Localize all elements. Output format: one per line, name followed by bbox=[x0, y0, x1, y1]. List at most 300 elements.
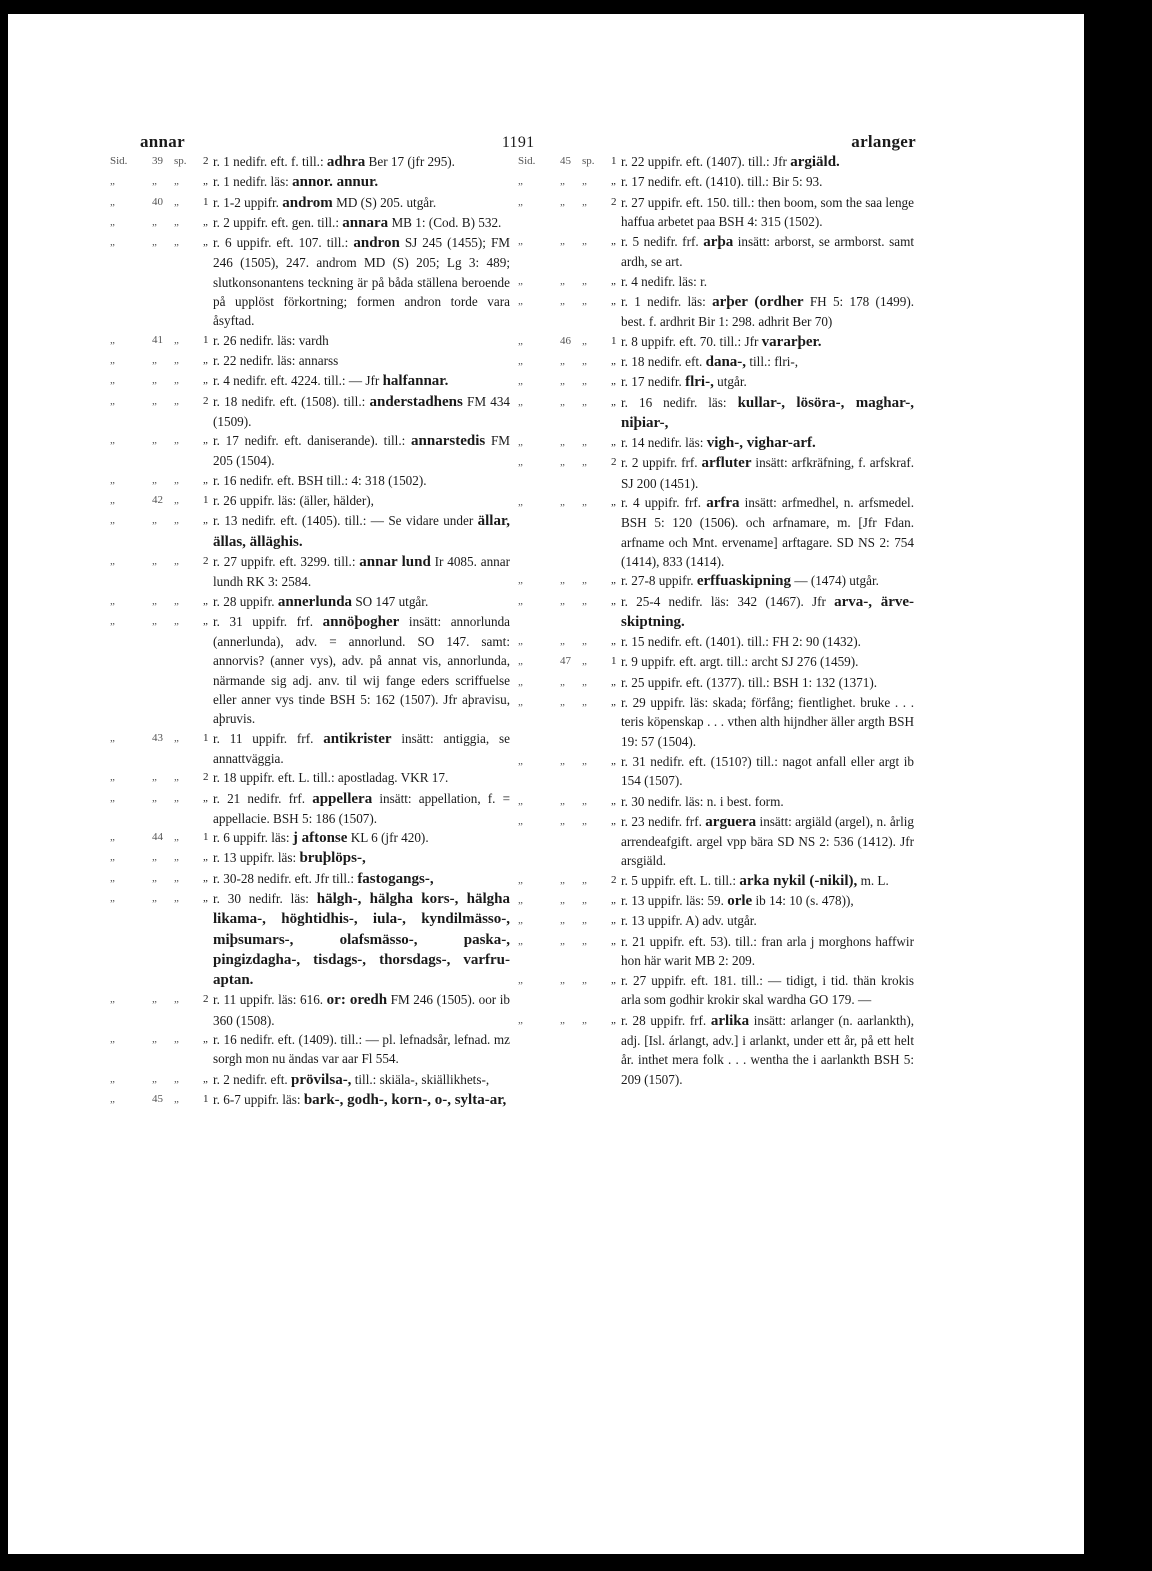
entry-headword: j aftonse bbox=[292, 830, 348, 847]
ref-column: „ bbox=[611, 235, 616, 248]
entry-text bbox=[621, 1011, 914, 1089]
entry-reference bbox=[518, 652, 621, 672]
ref-column: „ bbox=[203, 434, 208, 447]
correction-entry bbox=[518, 891, 914, 911]
ref-sp: „ bbox=[582, 934, 587, 947]
ref-column: „ bbox=[611, 274, 616, 287]
ref-sid: „ bbox=[518, 893, 523, 906]
ref-column: „ bbox=[203, 215, 208, 228]
entry-text bbox=[621, 693, 914, 752]
entry-instruction: r. 31 nedifr. eft. (1510?) till.: nagot anfall eller argt ib 154 (1507). bbox=[621, 753, 914, 789]
ref-page: „ bbox=[152, 236, 157, 249]
entry-instruction: r. 11 uppifr. läs: 616. bbox=[213, 992, 324, 1008]
entry-headword: arþa bbox=[703, 234, 734, 251]
entry-headword: arva-, ärve-skiptning. bbox=[621, 593, 915, 630]
entry-instruction: r. 28 uppifr. frf. bbox=[621, 1012, 707, 1028]
ref-sid: „ bbox=[518, 594, 523, 607]
entry-headword: argiäld. bbox=[790, 154, 840, 170]
ref-sp: „ bbox=[174, 1092, 179, 1105]
ref-page: „ bbox=[152, 353, 157, 366]
entry-instruction: r. 28 uppifr. bbox=[213, 593, 275, 609]
entry-headword: hälgh-, hälgha kors-, hälgha likama-, höghtidhis-, iula-, kyndilmässo-, miþsumars-, olafsmässo-, paska-, pingizdagha-, tisdags-, thorsdags-, varfru-aptan. bbox=[213, 890, 510, 989]
correction-entry bbox=[518, 693, 914, 752]
ref-sid: „ bbox=[518, 974, 523, 987]
entry-headword: flri-, bbox=[685, 374, 714, 391]
correction-entry bbox=[518, 812, 914, 871]
correction-entry bbox=[110, 1070, 510, 1090]
entry-reference bbox=[518, 911, 621, 931]
entry-reference bbox=[518, 932, 621, 972]
entry-text bbox=[213, 789, 510, 829]
ref-column: 2 bbox=[203, 155, 209, 167]
ref-sid: „ bbox=[110, 175, 115, 188]
ref-page: 41 bbox=[152, 333, 163, 346]
ref-sp: „ bbox=[582, 274, 587, 287]
right-column bbox=[518, 152, 914, 1089]
entry-headword: annor. annur. bbox=[292, 174, 379, 191]
correction-entry bbox=[518, 652, 914, 672]
entry-instruction: r. 29 uppifr. läs: skada; förfång; fientlighet. bruke . . . teris köpenskap . . . vthen alth hijndher äller argth BSH 19: 57 (1504). bbox=[621, 695, 914, 749]
entry-instruction: r. 2 uppifr. frf. bbox=[621, 455, 698, 471]
entry-reference bbox=[110, 511, 213, 552]
ref-sp: „ bbox=[582, 893, 587, 906]
ref-sid: „ bbox=[518, 456, 523, 469]
ref-page: „ bbox=[560, 235, 565, 248]
correction-entry bbox=[110, 889, 510, 990]
entry-text bbox=[213, 511, 510, 552]
ref-sp: „ bbox=[582, 195, 587, 208]
ref-sp: „ bbox=[582, 974, 587, 987]
ref-column: 1 bbox=[611, 155, 617, 167]
entry-rest: insätt: arfkräfning, f. arfskraf. SJ 200 (1451). bbox=[621, 455, 915, 491]
entry-reference bbox=[518, 971, 621, 1011]
correction-entry bbox=[110, 612, 510, 729]
entry-rest: MD (S) 205. utgår. bbox=[336, 194, 437, 210]
ref-column: „ bbox=[203, 473, 208, 486]
ref-sp: „ bbox=[174, 871, 179, 884]
ref-sid: „ bbox=[110, 554, 115, 567]
ref-sp: „ bbox=[582, 574, 587, 587]
entry-text bbox=[621, 792, 914, 812]
ref-column: „ bbox=[611, 934, 616, 947]
entry-headword: arfra bbox=[706, 495, 740, 512]
entry-text bbox=[621, 232, 914, 272]
ref-page: 40 bbox=[152, 195, 163, 208]
entry-instruction: r. 4 nedifr. läs: r. bbox=[621, 273, 708, 289]
entry-rest: insätt: arlanger (n. aarlankth), adj. [Isl. árlangt, adv.] i arlankt, under ett år, på ett helt år. inthet mera folk . . . wentha the i aarlankth BSH 5: 209 (1507). bbox=[621, 1012, 915, 1087]
ref-sp: „ bbox=[174, 175, 179, 188]
entry-instruction: r. 13 uppifr. A) adv. utgår. bbox=[621, 913, 757, 929]
ref-column: 2 bbox=[611, 456, 617, 469]
entry-reference bbox=[518, 632, 621, 652]
ref-sid: „ bbox=[518, 574, 523, 587]
ref-page: „ bbox=[560, 274, 565, 287]
entry-rest: Ir 4085. annar lundh RK 3: 2584. bbox=[213, 553, 510, 590]
correction-entry bbox=[110, 511, 510, 552]
ref-sp: „ bbox=[174, 771, 179, 784]
entry-headword: orle bbox=[727, 892, 753, 909]
entry-rest: FM 246 (1505). oor ib 360 (1508). bbox=[213, 992, 510, 1028]
ref-sid: „ bbox=[110, 215, 115, 228]
entry-reference bbox=[110, 213, 213, 233]
entry-reference bbox=[518, 453, 621, 493]
entry-instruction: r. 26 nedifr. läs: vardh bbox=[213, 332, 329, 348]
entry-rest: insätt: arfmedhel, n. arfsmedel. BSH 5: 120 (1506). och arfnamare, m. [Jfr Fdan. arfname och Mnt. ervename] arftagare. SD NS 2: 754 (1414), 833 (1414). bbox=[621, 495, 915, 569]
entry-reference bbox=[518, 792, 621, 812]
entry-headword: anderstadhens bbox=[369, 393, 463, 410]
entry-instruction: r. 16 nedifr. läs: bbox=[621, 394, 727, 410]
entry-instruction: r. 1 nedifr. läs: bbox=[213, 174, 289, 190]
ref-sp: „ bbox=[174, 473, 179, 486]
ref-column: „ bbox=[611, 496, 616, 509]
ref-page: „ bbox=[152, 175, 157, 188]
entry-text bbox=[621, 652, 914, 672]
correction-entry bbox=[110, 1030, 510, 1070]
entry-reference bbox=[110, 233, 213, 330]
ref-column: „ bbox=[611, 675, 616, 688]
entry-instruction: r. 17 nedifr. bbox=[621, 374, 682, 390]
entry-headword: arlika bbox=[710, 1012, 750, 1029]
correction-entry bbox=[518, 272, 914, 292]
ref-sid: „ bbox=[518, 274, 523, 287]
entry-reference bbox=[518, 272, 621, 292]
correction-entry bbox=[110, 233, 510, 330]
correction-entry bbox=[518, 932, 914, 972]
ref-page: 42 bbox=[152, 494, 163, 507]
ref-sp: „ bbox=[582, 496, 587, 509]
ref-column: „ bbox=[611, 375, 616, 388]
correction-entry bbox=[518, 352, 914, 372]
entry-headword: annara bbox=[342, 214, 389, 231]
entry-text bbox=[213, 768, 510, 788]
ref-page: „ bbox=[560, 934, 565, 947]
ref-column: 1 bbox=[203, 195, 209, 208]
entry-headword: ällar, ällas, älläghis. bbox=[213, 513, 510, 550]
entry-instruction: r. 21 nedifr. frf. bbox=[213, 790, 306, 806]
correction-entry bbox=[518, 632, 914, 652]
ref-sp: „ bbox=[174, 791, 179, 804]
ref-page: „ bbox=[560, 375, 565, 388]
correction-entry bbox=[110, 351, 510, 371]
ref-sid: „ bbox=[518, 496, 523, 509]
ref-column: 2 bbox=[203, 771, 209, 784]
entry-instruction: r. 6 uppifr. läs: bbox=[213, 830, 290, 846]
entry-text bbox=[621, 433, 914, 453]
correction-entry bbox=[110, 552, 510, 592]
correction-entry bbox=[110, 471, 510, 491]
entry-reference bbox=[518, 693, 621, 752]
correction-entry bbox=[518, 592, 914, 633]
ref-column: „ bbox=[611, 754, 616, 767]
ref-sp: „ bbox=[174, 494, 179, 507]
ref-sid: „ bbox=[518, 794, 523, 807]
entry-rest: insätt: antiggia, se annattväggia. bbox=[213, 730, 511, 766]
ref-column: 2 bbox=[203, 394, 209, 407]
entry-text bbox=[621, 453, 914, 493]
ref-sp: „ bbox=[582, 175, 587, 188]
entry-text bbox=[621, 272, 914, 292]
correction-entry bbox=[110, 172, 510, 192]
ref-page: „ bbox=[560, 974, 565, 987]
ref-sid: „ bbox=[110, 791, 115, 804]
entry-reference bbox=[110, 331, 213, 351]
entry-rest: till.: flri-, bbox=[749, 353, 799, 369]
correction-entry bbox=[518, 792, 914, 812]
entry-text bbox=[621, 393, 914, 434]
entry-reference bbox=[110, 1030, 213, 1070]
entry-reference bbox=[110, 371, 213, 391]
entry-reference bbox=[518, 172, 621, 192]
entry-instruction: r. 22 nedifr. läs: annarss bbox=[213, 352, 339, 368]
ref-page: „ bbox=[560, 635, 565, 648]
entry-text bbox=[213, 351, 510, 371]
correction-entry bbox=[518, 453, 914, 493]
ref-sid: „ bbox=[110, 333, 115, 346]
entry-headword: antikrister bbox=[323, 730, 392, 747]
ref-page: 44 bbox=[152, 831, 163, 844]
entry-text bbox=[621, 172, 914, 192]
correction-entry bbox=[110, 869, 510, 889]
entry-text bbox=[213, 729, 510, 769]
correction-entry bbox=[518, 193, 914, 233]
entry-rest: FM 205 (1504). bbox=[213, 433, 511, 469]
entry-rest: MB 1: (Cod. B) 532. bbox=[391, 214, 502, 230]
entry-headword: prövilsa-, bbox=[291, 1071, 352, 1088]
entry-text bbox=[213, 1030, 510, 1070]
ref-sp: „ bbox=[582, 696, 587, 709]
entry-reference bbox=[110, 889, 213, 990]
ref-sid: „ bbox=[110, 851, 115, 864]
entry-text bbox=[213, 371, 510, 391]
correction-entry bbox=[110, 789, 510, 829]
entry-reference bbox=[518, 592, 621, 633]
entry-text bbox=[621, 493, 914, 571]
entry-instruction: r. 14 nedifr. läs: bbox=[621, 435, 704, 451]
ref-page: „ bbox=[152, 1072, 157, 1085]
correction-entry bbox=[110, 431, 510, 471]
ref-page: 45 bbox=[560, 155, 571, 167]
entry-text bbox=[213, 193, 510, 213]
ref-sid: „ bbox=[518, 696, 523, 709]
entry-headword: bark-, godh-, korn-, o-, sylta-ar, bbox=[303, 1091, 507, 1108]
entry-reference bbox=[110, 729, 213, 769]
correction-entry bbox=[518, 292, 914, 332]
entry-headword: arþer (ordher bbox=[712, 294, 804, 311]
entry-instruction: r. 25-4 nedifr. läs: 342 (1467). Jfr bbox=[621, 593, 826, 609]
entry-text bbox=[213, 213, 510, 233]
entry-instruction: r. 9 uppifr. eft. argt. till.: archt SJ 276 (1459). bbox=[621, 654, 859, 670]
entry-reference bbox=[110, 1090, 213, 1110]
entry-reference bbox=[518, 193, 621, 233]
entry-reference bbox=[518, 332, 621, 352]
entry-text bbox=[213, 592, 510, 612]
entry-reference bbox=[110, 869, 213, 889]
ref-column: 1 bbox=[611, 334, 617, 347]
entry-reference bbox=[518, 372, 621, 392]
ref-sid: „ bbox=[110, 1072, 115, 1085]
ref-sid: „ bbox=[518, 934, 523, 947]
correction-entry bbox=[518, 971, 914, 1011]
entry-headword: arka nykil (-nikil), bbox=[739, 872, 858, 889]
entry-text bbox=[621, 152, 914, 172]
ref-sp: „ bbox=[582, 375, 587, 388]
ref-sid: „ bbox=[518, 635, 523, 648]
entry-instruction: r. 5 uppifr. eft. L. till.: bbox=[621, 872, 737, 888]
entry-reference bbox=[518, 493, 621, 571]
ref-sp: „ bbox=[582, 873, 587, 886]
entry-text bbox=[213, 828, 510, 848]
correction-entry bbox=[518, 433, 914, 453]
ref-column: „ bbox=[611, 794, 616, 807]
ref-column: „ bbox=[611, 635, 616, 648]
ref-page: „ bbox=[152, 215, 157, 228]
ref-sid: „ bbox=[110, 731, 115, 744]
ref-sp: „ bbox=[174, 614, 179, 627]
entry-text bbox=[213, 172, 510, 192]
entry-reference bbox=[518, 292, 621, 332]
ref-sp: „ bbox=[174, 1033, 179, 1046]
ref-sid: „ bbox=[110, 1092, 115, 1105]
entry-text bbox=[213, 889, 510, 990]
ref-page: „ bbox=[152, 851, 157, 864]
entry-rest: Ber 17 (jfr 295). bbox=[368, 154, 455, 169]
correction-entry bbox=[110, 848, 510, 868]
entry-instruction: r. 2 uppifr. eft. gen. till.: bbox=[213, 214, 339, 230]
entry-reference bbox=[110, 193, 213, 213]
ref-sp: „ bbox=[582, 914, 587, 927]
ref-sid: „ bbox=[110, 614, 115, 627]
ref-sp: „ bbox=[174, 195, 179, 208]
correction-entry bbox=[518, 911, 914, 931]
ref-sid: „ bbox=[518, 873, 523, 886]
ref-sp: „ bbox=[582, 594, 587, 607]
ref-page: „ bbox=[560, 1013, 565, 1026]
ref-column: 2 bbox=[611, 873, 617, 886]
ref-column: „ bbox=[611, 295, 616, 308]
ref-page: „ bbox=[560, 754, 565, 767]
entry-reference bbox=[110, 152, 213, 172]
correction-entry bbox=[518, 571, 914, 591]
ref-page: „ bbox=[560, 794, 565, 807]
entry-headword: arguera bbox=[705, 813, 757, 830]
entry-text bbox=[621, 372, 914, 392]
ref-page: „ bbox=[152, 594, 157, 607]
ref-sid: „ bbox=[110, 1033, 115, 1046]
correction-entry bbox=[518, 332, 914, 352]
entry-reference bbox=[518, 232, 621, 272]
ref-page: „ bbox=[152, 514, 157, 527]
ref-page: „ bbox=[152, 554, 157, 567]
ref-column: „ bbox=[611, 1013, 616, 1026]
ref-sp: sp. bbox=[174, 155, 187, 167]
ref-sid: „ bbox=[518, 675, 523, 688]
ref-page: „ bbox=[560, 574, 565, 587]
ref-column: „ bbox=[611, 594, 616, 607]
entry-reference bbox=[518, 891, 621, 911]
ref-sp: „ bbox=[582, 754, 587, 767]
ref-column: „ bbox=[203, 871, 208, 884]
ref-sp: „ bbox=[174, 851, 179, 864]
correction-entry bbox=[110, 193, 510, 213]
entry-instruction: r. 27 uppifr. eft. 150. till.: then boom, som the saa lenge haffua arbetet paa BSH 4: 315 (1502). bbox=[621, 194, 914, 229]
ref-page: „ bbox=[152, 614, 157, 627]
entry-text bbox=[213, 491, 510, 511]
ref-sid: „ bbox=[518, 175, 523, 188]
entry-instruction: r. 16 nedifr. eft. BSH till.: 4: 318 (1502). bbox=[213, 472, 427, 488]
correction-entry bbox=[518, 172, 914, 192]
entry-headword: adhra bbox=[326, 154, 366, 170]
entry-text bbox=[213, 1070, 510, 1090]
entry-reference bbox=[110, 351, 213, 371]
ref-page: „ bbox=[560, 456, 565, 469]
ref-page: „ bbox=[560, 354, 565, 367]
ref-page: „ bbox=[560, 195, 565, 208]
entry-headword: androm bbox=[282, 194, 333, 211]
ref-page: „ bbox=[560, 873, 565, 886]
entry-headword: appellera bbox=[312, 790, 373, 807]
ref-sid: „ bbox=[518, 375, 523, 388]
ref-page: 43 bbox=[152, 731, 163, 744]
left-column bbox=[110, 152, 510, 1110]
ref-sid: „ bbox=[110, 831, 115, 844]
entry-text bbox=[621, 812, 914, 871]
entry-reference bbox=[110, 1070, 213, 1090]
ref-page: „ bbox=[152, 434, 157, 447]
entry-reference bbox=[518, 433, 621, 453]
entry-reference bbox=[110, 612, 213, 729]
entry-instruction: r. 8 uppifr. eft. 70. till.: Jfr bbox=[621, 333, 759, 349]
entry-headword: dana-, bbox=[705, 353, 747, 370]
entry-text bbox=[621, 292, 914, 332]
entry-reference bbox=[518, 152, 621, 172]
ref-sp: „ bbox=[174, 891, 179, 904]
entry-reference bbox=[110, 848, 213, 868]
ref-sp: „ bbox=[582, 635, 587, 648]
ref-column: 1 bbox=[203, 831, 209, 844]
ref-sid: „ bbox=[518, 334, 523, 347]
entry-instruction: r. 1-2 uppifr. bbox=[213, 194, 279, 210]
entry-text bbox=[621, 592, 914, 633]
ref-column: „ bbox=[203, 514, 208, 527]
entry-text bbox=[621, 673, 914, 693]
ref-page: 45 bbox=[152, 1092, 163, 1105]
ref-sid: „ bbox=[518, 1013, 523, 1026]
ref-sp: „ bbox=[582, 794, 587, 807]
entry-text bbox=[621, 911, 914, 931]
ref-column: „ bbox=[203, 851, 208, 864]
ref-sp: „ bbox=[174, 731, 179, 744]
entry-rest: SO 147 utgår. bbox=[355, 593, 429, 609]
entry-text bbox=[621, 891, 914, 911]
entry-instruction: r. 30 nedifr. läs: n. i best. form. bbox=[621, 793, 784, 809]
ref-column: „ bbox=[611, 914, 616, 927]
entry-text bbox=[621, 871, 914, 891]
entry-rest: FH 5: 178 (1499). best. f. ardhrit Bir 1: 298. adhrit Ber 70) bbox=[621, 294, 915, 330]
entry-reference bbox=[110, 471, 213, 491]
ref-sid: „ bbox=[110, 771, 115, 784]
entry-headword: annerlunda bbox=[277, 593, 353, 610]
entry-instruction: r. 21 uppifr. eft. 53). till.: fran arla j morghons haffwir hon här warit MB 2: 209. bbox=[621, 933, 914, 968]
ref-sp: „ bbox=[174, 434, 179, 447]
entry-text bbox=[213, 990, 510, 1030]
entry-instruction: r. 2 nedifr. eft. bbox=[213, 1071, 288, 1087]
ref-column: „ bbox=[611, 574, 616, 587]
entry-text bbox=[213, 612, 510, 729]
entry-rest: — (1474) utgår. bbox=[794, 573, 879, 589]
entry-headword: halfannar. bbox=[382, 373, 449, 390]
entry-rest: insätt: appellation, f. = appellacie. BSH 5: 186 (1507). bbox=[213, 790, 511, 826]
entry-text bbox=[213, 848, 510, 868]
